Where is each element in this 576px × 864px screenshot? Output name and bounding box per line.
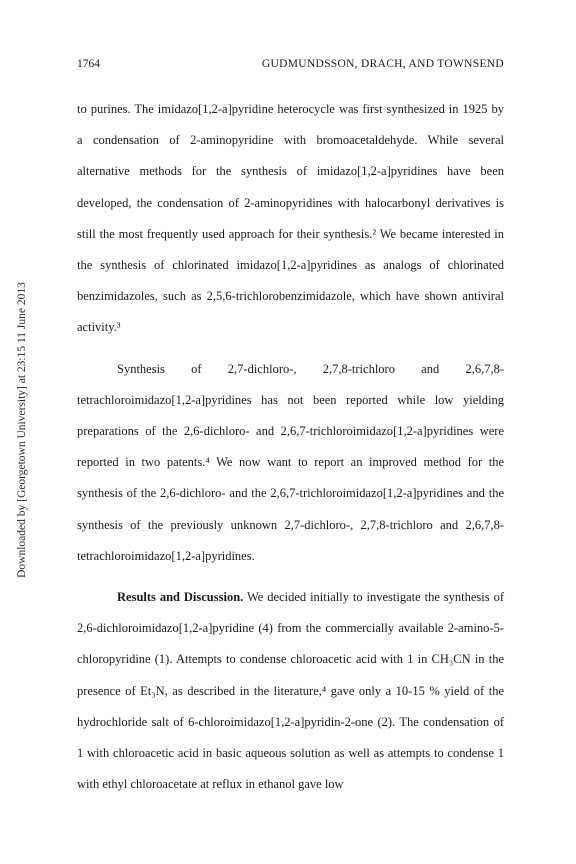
results-text: We decided initially to investigate the synthesis of 2,6-dichloroimidazo[1,2-a]pyridine (4) from the commercially available 2-amino-5-chloropyridine (1). Attempts to condense chloroacetic acid with 1 in CH₃CN in the presence of Et₃N, as described in the literature,⁴ gave only a 10-15 % yield of the hydrochloride salt of 6-chloroimidazo[1,2-a]pyridin-2-one (2). The condensation of 1 with chloroacetic acid in basic aqueous solution as well as attempts to condense 1 with ethyl chloroacetate at reflux in ethanol gave low: [77, 590, 504, 792]
paragraph-results: [77, 582, 504, 800]
section-heading-results: Results and Discussion.: [117, 590, 244, 605]
running-head: GUDMUNDSSON, DRACH, AND TOWNSEND: [261, 58, 504, 70]
paragraph-intro-continued: to purines. The imidazo[1,2-a]pyridine heterocycle was first synthesized in 1925 by a condensation of 2-aminopyridine with bromoacetaldehyde. While several alternative methods for the synthesis of imidazo[1,2-a]pyridines have been developed, the condensation of 2-aminopyridines with halocarbonyl derivatives is still the most frequently used approach for their synthesis.² We became interested in the synthesis of chlorinated imidazo[1,2-a]pyridines as analogs of chlorinated benzimidazoles, such as 2,5,6-trichlorobenzimidazole, which have shown antiviral activity.³: [77, 102, 504, 335]
page-header: [77, 58, 504, 74]
article-body: [77, 94, 504, 800]
paragraph-synthesis: Synthesis of 2,7-dichloro-, 2,7,8-trichloro and 2,6,7,8-tetrachloroimidazo[1,2-a]pyridines has not been reported while low yielding preparations of the 2,6-dichloro- and 2,6,7-trichloroimidazo[1,2-a]pyridines were reported in two patents.⁴ We now want to report an improved method for the synthesis of the 2,6-dichloro- and the 2,6,7-trichloroimidazo[1,2-a]pyridines and the synthesis of the previously unknown 2,7-dichloro-, 2,7,8-trichloro and 2,6,7,8-tetrachloroimidazo[1,2-a]pyridines.: [77, 361, 504, 563]
download-watermark: Downloaded by [Georgetown University] at 23:15 11 June 2013: [16, 282, 28, 578]
page-number: 1764: [77, 58, 100, 70]
